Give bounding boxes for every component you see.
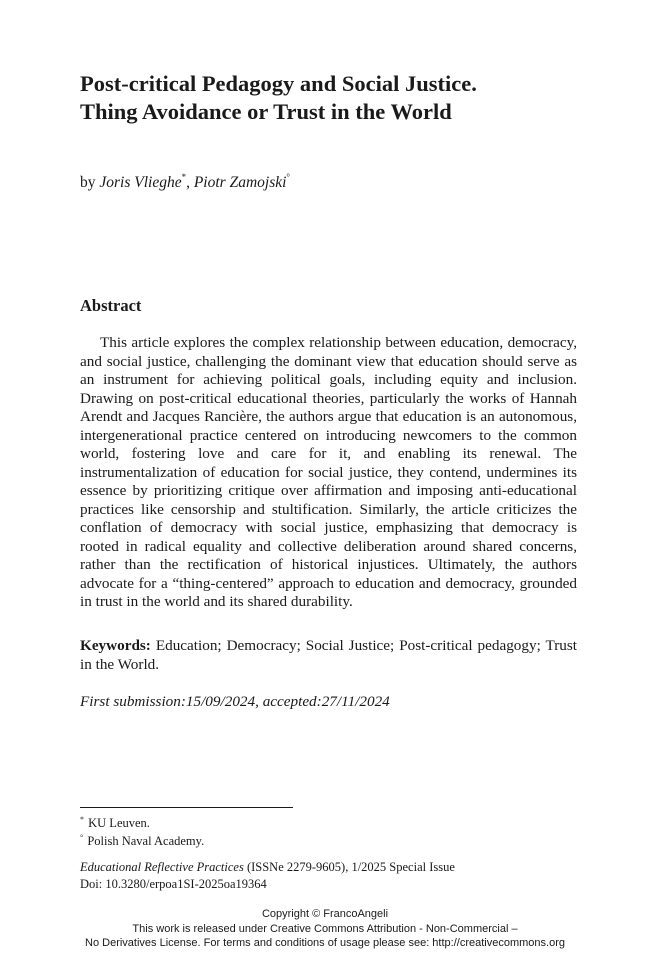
copyright-line-1: Copyright © FrancoAngeli xyxy=(261,908,389,920)
title-line-2: Thing Avoidance or Trust in the World xyxy=(80,99,452,124)
journal-name: Educational Reflective Practices xyxy=(80,860,244,874)
footnote-2-mark: ° xyxy=(80,833,84,842)
footnote-divider xyxy=(80,807,293,808)
author-separator: , xyxy=(186,174,190,191)
author-zamojski-footnote-mark: ° xyxy=(286,172,291,182)
footnote-1-text: KU Leuven. xyxy=(88,816,150,830)
copyright-line-2: This work is released under Creative Commons Attribution - Non-Commercial – xyxy=(132,922,518,935)
author-vlieghe: Joris Vlieghe xyxy=(99,174,182,191)
journal-info xyxy=(80,859,455,893)
footnote-affiliation-1 xyxy=(80,816,150,831)
author-byline xyxy=(80,174,290,192)
article-title xyxy=(80,70,580,126)
footnote-1-mark: * xyxy=(80,815,84,824)
author-zamojski: Piotr Zamojski xyxy=(193,174,287,191)
keywords-text: Education; Democracy; Social Justice; Post-critical pedagogy; Trust in the World. xyxy=(80,637,578,673)
journal-details: (ISSNe 2279-9605), 1/2025 Special Issue xyxy=(246,860,455,874)
copyright-line-3: No Derivatives License. For terms and conditions of usage please see: http://creativecommons.org xyxy=(85,937,565,949)
abstract-body: This article explores the complex relationship between education, democracy, and social justice, challenging the dominant view that education should serve as an instrument for achieving political goals, including equity and inclusion. Drawing on post-critical educational theories, particularly the works of Hannah Arendt and Jacques Rancière, the authors argue that education is an autonomous, intergenerational practice centered on introducing newcomers to the common world, fostering love and care for it, and enabling its renewal. The instrumentalization of education for social justice, they contend, undermines its essence by prioritizing critique over affirmation and imposing anti-educational practices like censorship and stultification. Similarly, the article criticizes the conflation of democracy with social justice, emphasizing that democracy is rooted in radical equality and collective deliberation around shared concerns, rather than the rectification of historical injustices. Ultimately, the authors advocate for a “thing-centered” approach to education and democracy, grounded in trust in the world and its shared durability. xyxy=(80,334,577,610)
author-vlieghe-footnote-mark: * xyxy=(181,172,187,182)
submission-dates: First submission:15/09/2024, accepted:27/11/2024 xyxy=(80,693,390,710)
copyright-notice xyxy=(0,907,650,951)
abstract-heading: Abstract xyxy=(80,296,142,315)
keywords xyxy=(80,637,577,674)
journal-citation xyxy=(80,859,455,876)
title-line-1: Post-critical Pedagogy and Social Justice. xyxy=(80,71,477,96)
keywords-label: Keywords: xyxy=(80,637,151,654)
byline-prefix: by xyxy=(80,174,96,191)
journal-doi: Doi: 10.3280/erpoa1SI-2025oa19364 xyxy=(80,877,267,891)
footnote-affiliation-2 xyxy=(80,834,204,849)
footnote-2-text: Polish Naval Academy. xyxy=(87,834,205,848)
